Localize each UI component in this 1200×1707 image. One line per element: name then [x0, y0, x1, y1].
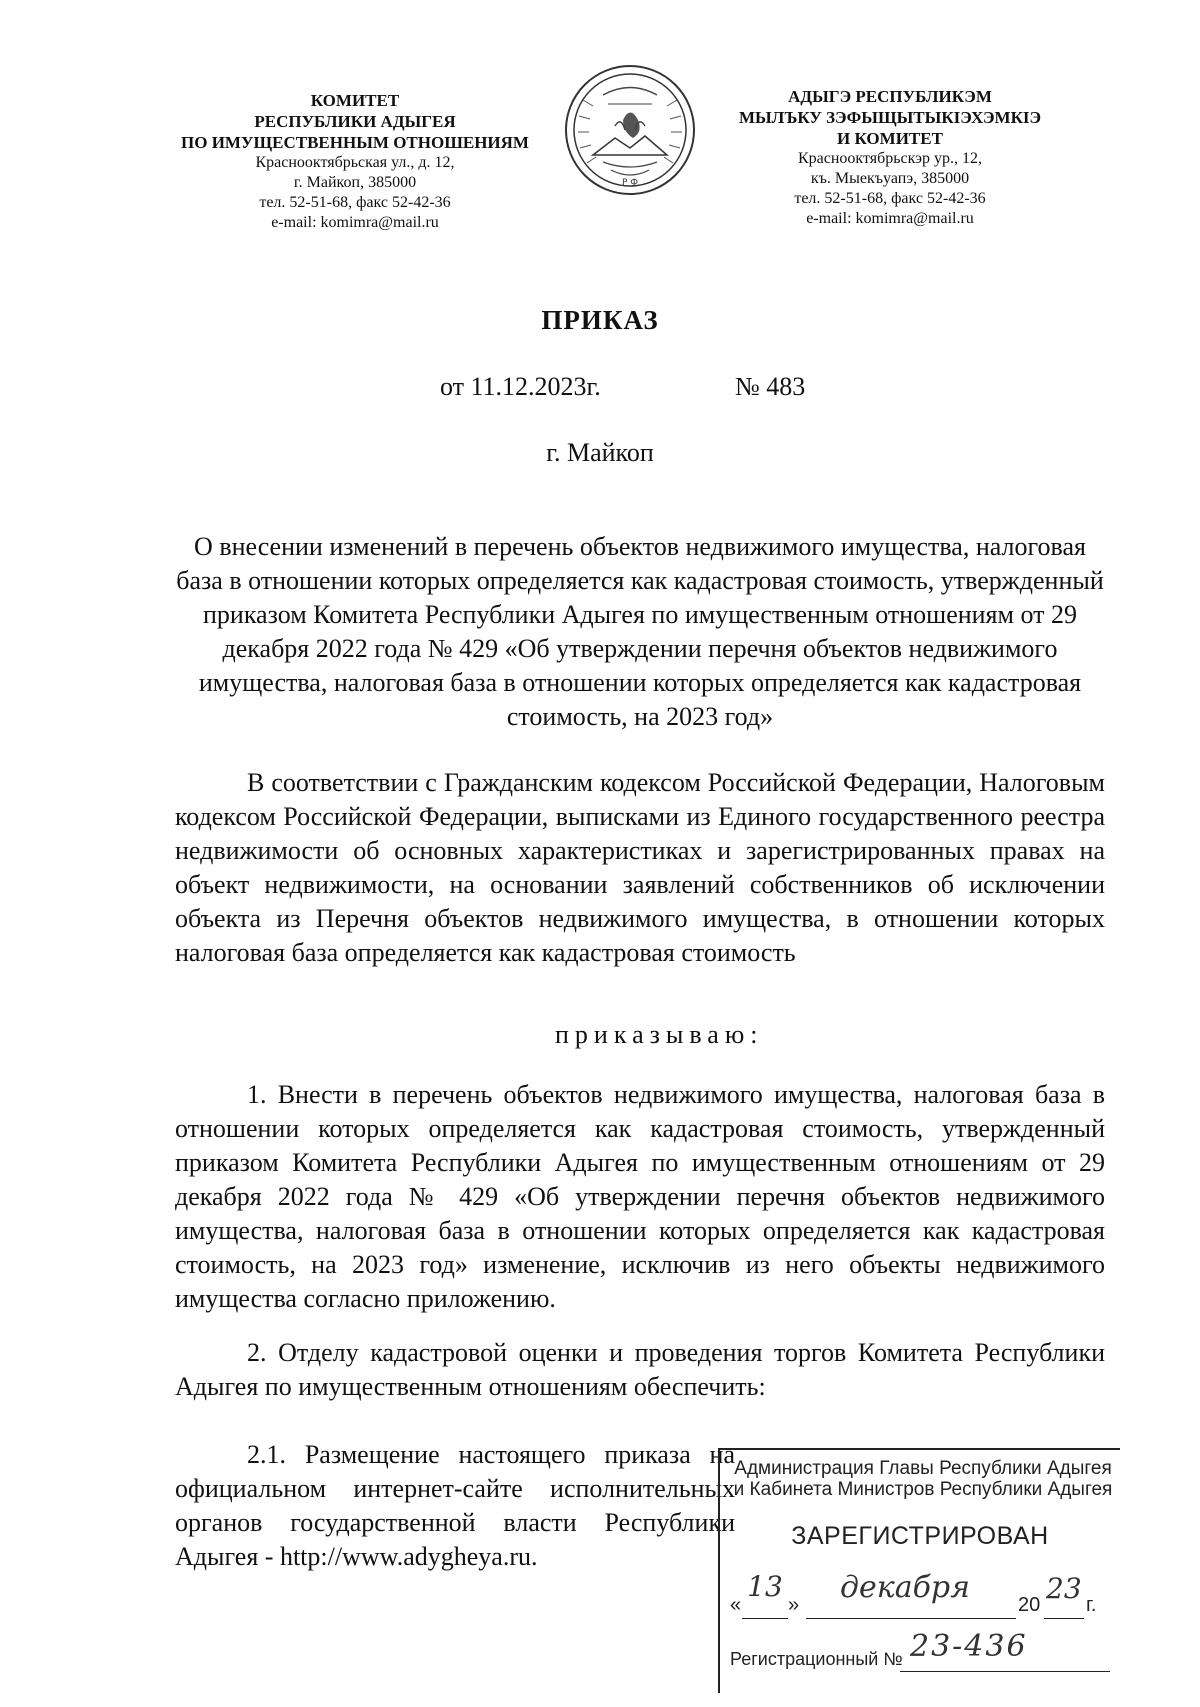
stamp-reg-number-handwritten: 23-436 — [910, 1629, 1028, 1664]
stamp-quote-close: » — [788, 1594, 800, 1616]
address-adyghe-line2: къ. Мыекъуапэ, 385000 — [810, 170, 970, 187]
address-adyghe-line1: Краснооктябрьскэр ур., 12, — [797, 150, 983, 167]
stamp-admin-line2: и Кабинета Министров Республики Адыгея — [733, 1479, 1113, 1500]
stamp-admin-line1: Администрация Главы Республики Адыгея — [734, 1458, 1112, 1479]
stamp-day-handwritten: 13 — [747, 1570, 783, 1603]
stamp-year-prefix: 20 — [1018, 1594, 1041, 1616]
org-name-adyghe-line2: МЫЛЪКУ ЗЭФЫЩЫТЫКIЭХЭМКIЭ — [738, 108, 1042, 127]
svg-text:Р Ф: Р Ф — [621, 178, 639, 188]
address-line2: г. Майкоп, 385000 — [293, 174, 417, 191]
stamp-date-line — [730, 1570, 1115, 1620]
phone: тел. 52-51-68, факс 52-42-36 — [259, 194, 451, 211]
email: e-mail: komimra@mail.ru — [271, 214, 439, 231]
stamp-month-underline — [806, 1618, 1016, 1619]
stamp-registration-line — [730, 1629, 1115, 1675]
header-right — [710, 86, 1070, 229]
order-word: приказываю: — [555, 1020, 764, 1049]
stamp-quote-open: « — [730, 1594, 742, 1616]
address-line1: Краснооктябрьская ул., д. 12, — [255, 154, 455, 171]
stamp-reg-label: Регистрационный № — [730, 1649, 903, 1669]
coat-of-arms-emblem-icon — [563, 60, 698, 200]
stamp-month-handwritten: декабря — [840, 1570, 970, 1605]
document-city: г. Майкоп — [546, 438, 654, 467]
stamp-day-underline — [742, 1618, 788, 1619]
stamp-registered-label: ЗАРЕГИСТРИРОВАН — [791, 1522, 1049, 1550]
org-name-line2: РЕСПУБЛИКИ АДЫГЕЯ — [254, 112, 456, 131]
email-adyghe: e-mail: komimra@mail.ru — [806, 210, 974, 227]
document-subject: О внесении изменений в перечень объектов недвижимого имущества, налоговая база в отношении которых определяется как кадастровая стоимость, утвержденный приказом Комитета Республики Адыгея по имущественным отношениям от 29 декабря 2022 года № 429 «Об утверждении перечня объектов недвижимого имущества, налоговая база в отношении которых определяется как кадастровая стоимость, на 2023 год» — [176, 532, 1104, 731]
stamp-admin-name — [726, 1458, 1120, 1500]
stamp-year-suffix: г. — [1086, 1594, 1097, 1616]
stamp-year-underline — [1044, 1618, 1084, 1619]
org-name-line3: ПО ИМУЩЕСТВЕННЫМ ОТНОШЕНИЯМ — [181, 133, 529, 152]
phone-adyghe: тел. 52-51-68, факс 52-42-36 — [794, 190, 986, 207]
document-title: ПРИКАЗ — [541, 305, 659, 335]
document-date: от 11.12.2023г. — [440, 372, 601, 401]
header-left — [150, 90, 560, 233]
document-number: № 483 — [735, 372, 806, 401]
preamble-paragraph: В соответствии с Гражданским кодексом Российской Федерации, Налоговым кодексом Российской Федерации, выписками из Единого государственного реестра недвижимости об основных характеристиках и зарегистрированных правах на объект недвижимости, на основании заявлений собственников об исключении объекта из Перечня объектов недвижимого имущества, в отношении которых налоговая база определяется как кадастровая стоимость — [175, 768, 1105, 967]
item-1-paragraph: 1. Внести в перечень объектов недвижимого имущества, налоговая база в отношении которых определяется как кадастровая стоимость, утвержденный приказом Комитета Республики Адыгея по имущественным отношениям от 29 декабря 2022 года № 429 «Об утверждении перечня объектов недвижимого имущества, налоговая база в отношении которых определяется как кадастровая стоимость, на 2023 год» изменение, исключив из него объекты недвижимого имущества согласно приложению. — [175, 1080, 1105, 1313]
item-2-paragraph: 2. Отделу кадастровой оценки и проведения торгов Комитета Республики Адыгея по имущественным отношениям обеспечить: — [175, 1338, 1105, 1401]
org-name-line1: КОМИТЕТ — [310, 91, 400, 110]
registration-stamp — [718, 1448, 1120, 1693]
item-2-1-paragraph: 2.1. Размещение настоящего приказа на официальном интернет-сайте исполнительных органов государственной власти Республики Адыгея - http://www.adygheya.ru. — [175, 1440, 735, 1571]
stamp-year-handwritten: 23 — [1046, 1572, 1082, 1605]
org-name-adyghe-line1: АДЫГЭ РЕСПУБЛИКЭМ — [788, 87, 992, 106]
stamp-reg-underline — [900, 1671, 1110, 1672]
org-name-adyghe-line3: И КОМИТЕТ — [837, 129, 943, 148]
